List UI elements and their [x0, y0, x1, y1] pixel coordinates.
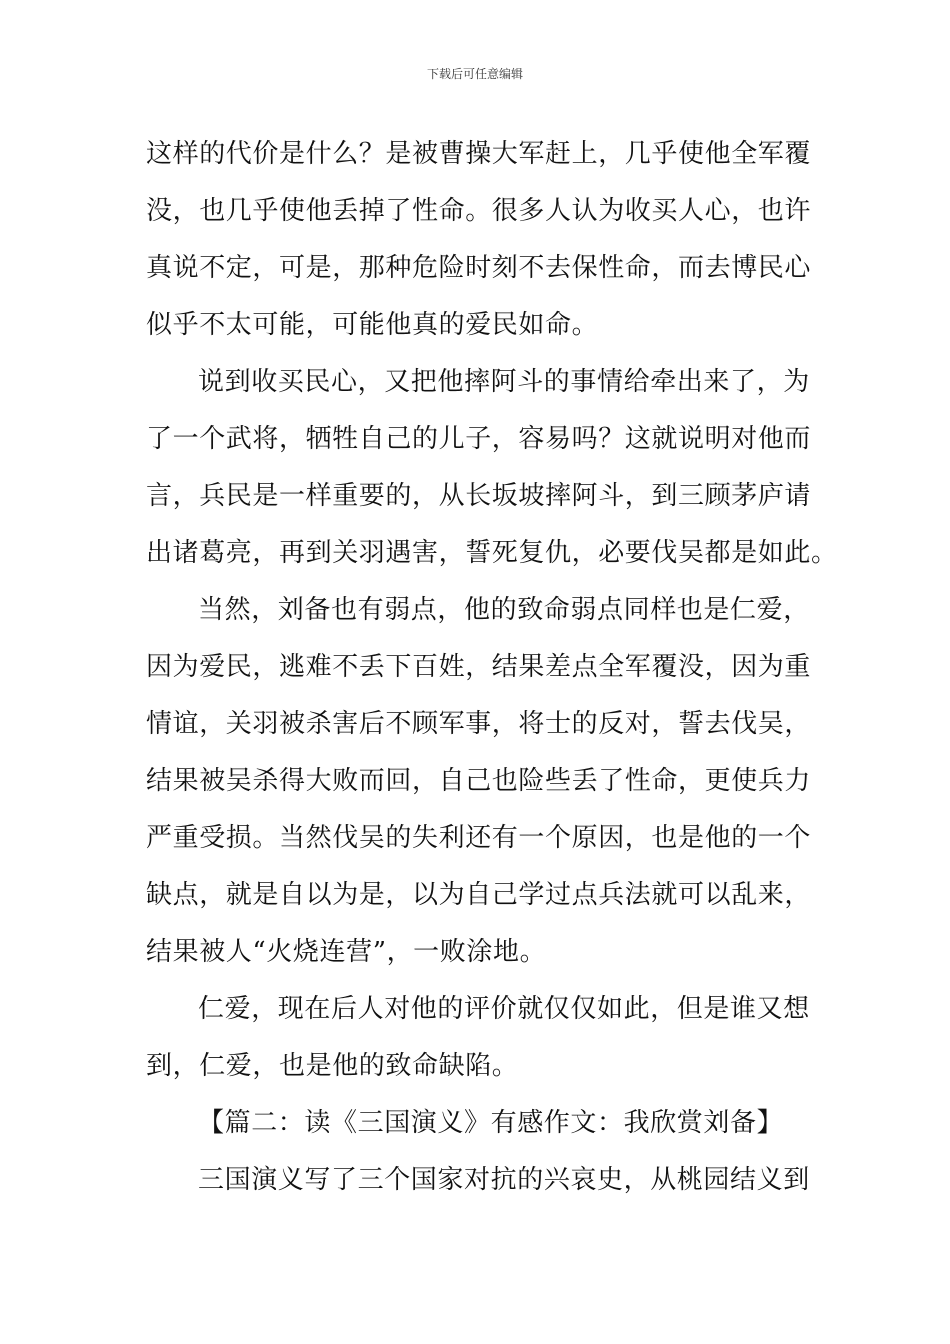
page-header: 下载后可任意编辑 — [426, 67, 523, 81]
text-line: 到，仁爱，也是他的致命缺陷。 — [146, 1051, 519, 1081]
text-line: 因为爱民，逃难不丢下百姓，结果差点全军覆没，因为重 — [146, 652, 812, 682]
text-line: 缺点，就是自以为是，以为自己学过点兵法就可以乱来， — [146, 880, 812, 910]
document-body — [146, 126, 838, 1209]
text-line: 这样的代价是什么？是被曹操大军赶上，几乎使他全军覆 — [146, 139, 812, 169]
paragraph — [146, 981, 810, 1095]
text-line: 当然，刘备也有弱点，他的致命弱点同样也是仁爱， — [198, 595, 810, 625]
paragraph — [146, 354, 838, 582]
text-line: 仁爱，现在后人对他的评价就仅仅如此，但是谁又想 — [198, 994, 810, 1024]
text-line: 结果被吴杀得大败而回，自己也险些丢了性命，更使兵力 — [146, 766, 812, 796]
section-heading-block — [146, 1095, 810, 1152]
text-line: 言，兵民是一样重要的，从长坂坡摔阿斗，到三顾茅庐请 — [146, 481, 812, 511]
text-line: 真说不定，可是，那种危险时刻不去保性命，而去博民心 — [146, 253, 812, 283]
text-line: 了一个武将，牺牲自己的儿子，容易吗？这就说明对他而 — [146, 424, 812, 454]
paragraph — [146, 582, 810, 981]
text-line: 没，也几乎使他丢掉了性命。很多人认为收买人心，也许 — [146, 196, 812, 226]
text-line: 严重受损。当然伐吴的失利还有一个原因，也是他的一个 — [146, 823, 812, 853]
text-line: 说到收买民心，又把他摔阿斗的事情给牵出来了，为 — [198, 367, 810, 397]
text-line: 结果被人“火烧连营”，一败涂地。 — [146, 937, 547, 967]
text-line: 三国演义写了三个国家对抗的兴哀史，从桃园结义到 — [198, 1165, 810, 1195]
paragraph — [146, 126, 810, 354]
text-line: 出诸葛亮，再到关羽遇害，誓死复仇，必要伐吴都是如此。 — [146, 538, 838, 568]
section-heading: 【篇二：读《三国演义》有感作文：我欣赏刘备】 — [198, 1108, 784, 1138]
paragraph — [146, 1152, 810, 1209]
text-line: 似乎不太可能，可能他真的爱民如命。 — [146, 310, 599, 340]
text-line: 情谊，关羽被杀害后不顾军事，将士的反对，誓去伐吴， — [146, 709, 812, 739]
